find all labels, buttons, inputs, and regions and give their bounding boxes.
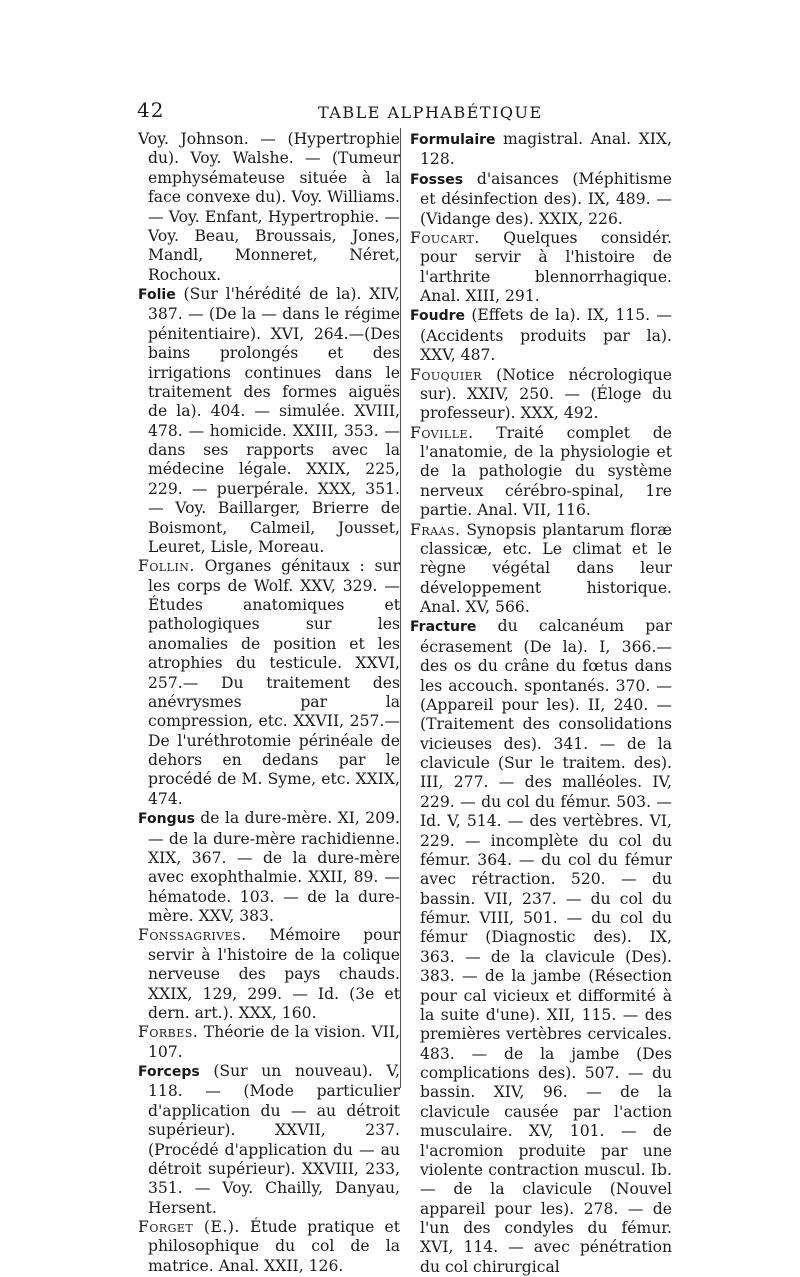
entry-heading: Folie	[138, 287, 176, 303]
entry-text: Voy. Johnson. — (Hypertrophie du). Voy. Walshe. — (Tumeur emphysémateuse située à la face convexe du). Voy. Williams. — Voy. Enfant, Hypertrophie. — Voy. Beau, Broussais, Jones, Mandl, Monneret, Néret, Rochoux.	[138, 130, 400, 284]
entry-heading: Fongus	[138, 811, 195, 828]
index-entry	[138, 557, 400, 809]
entry-text: (Effets de la). IX, 115. — (Accidents produits par la). XXV, 487.	[420, 306, 672, 365]
entry-text: d'aisances (Méphitisme et désinfection des). IX, 489. — (Vidange des). XXIX, 226.	[420, 169, 672, 228]
entry-text: Théorie de la vision. VII, 107.	[148, 1023, 400, 1061]
entry-text: Étude pratique et philosophique du col de la matrice. Anal. XXII, 126.	[148, 1218, 400, 1275]
page-number: 42	[137, 98, 165, 122]
entry-heading: Forbes.	[138, 1023, 199, 1042]
entry-heading: Fraas.	[410, 520, 461, 539]
column-rule	[400, 128, 401, 1088]
index-entry	[410, 424, 672, 521]
entry-heading: Fracture	[410, 619, 477, 636]
entry-text: Quelques considér. pour servir à l'histoire de l'arthrite blennorrhagique. Anal. XIII, 291.	[420, 228, 672, 305]
entry-text: Mémoire pour servir à l'histoire de la colique nerveuse des pays chauds. XXIX, 129, 299. — Id. (3e et dern. art.). XXX, 160.	[148, 926, 400, 1022]
index-entry	[138, 1023, 400, 1062]
entry-text: (Notice nécrologique sur). XXIV, 250. — (Éloge du professeur). XXX, 492.	[420, 365, 672, 423]
index-entry	[138, 1218, 400, 1276]
entry-heading: Follin.	[138, 557, 195, 576]
right-column	[410, 130, 672, 1277]
index-entry	[410, 229, 672, 307]
entry-text: Synopsis plantarum floræ classicæ, etc. Le climat et le règne végétal dans leur développement historique. Anal. XV, 566.	[420, 520, 672, 616]
entry-heading: Fouquier	[410, 365, 483, 384]
entry-text: (Sur un nouveau). V, 118. — (Mode particulier d'application du — au détroit supérieur). XXVII, 237. (Procédé d'application du — au détroit supérieur). XXVIII, 233, 351. — Voy. Chailly, Danyau, Hersent.	[148, 1062, 400, 1217]
index-entry	[138, 809, 400, 926]
entry-text: magistral. Anal. XIX, 128.	[420, 130, 672, 169]
entry-heading: Fosses	[410, 171, 464, 188]
index-entry	[138, 1062, 400, 1218]
entry-heading: Formulaire	[410, 132, 496, 148]
index-entry	[410, 170, 672, 229]
entry-heading: Fonssagrives.	[138, 926, 247, 945]
entry-text: du calcanéum par écrasement (De la). I, 366.—des os du crâne du fœtus dans les accouch. spontanés. 370. — (Appareil pour les). II, 240. — (Traitement des consolidations vicieuses des). 341. — de la clavicule (Sur le traitem. des). III, 277. — des malléoles. IV, 229. — du col du fémur. 503. — Id. V, 514. — des vertèbres. VI, 229. — incomplète du col du fémur. 364. — du col du fémur avec rétraction. 520. — du bassin. VII, 237. — du col du fémur. VIII, 501. — du col du fémur (Diagnostic des). IX, 363. — de la clavicule (Des). 383. — de la jambe (Résection pour cal vicieux et difformité à la suite d'une). XII, 115. — des premières vertèbres cervicales. 483. — de la jambe (Des complications des). 507. — du bassin. XIV, 96. — de la clavicule causée par l'action musculaire. XV, 101. — de l'acromion produite par une violente contraction muscul. Ib. — de la clavicule (Nouvel appareil pour les). 278. — de l'un des condyles du fémur. XVI, 114. — avec pénétration du col chirurgical	[420, 617, 672, 1276]
index-entry	[410, 130, 672, 170]
entry-text: Traité complet de l'anatomie, de la physiologie et de la pathologie du système nerveux cérébro-spinal, 1re partie. Anal. VII, 116.	[420, 423, 672, 520]
entry-text: Organes génitaux : sur les corps de Wolf. XXV, 329. — Études anatomiques et pathologiques sur les anomalies de position et les atrophies du testicule. XXVI, 257.— Du traitement des anévrysmes par la compression, etc. XXVII, 257.— De l'uréthrotomie périnéale de dehors en dedans par le procédé de M. Syme, etc. XXIX, 474.	[148, 557, 400, 808]
entry-heading: Foucart.	[410, 228, 480, 247]
index-entry	[410, 617, 672, 1277]
index-entry	[410, 306, 672, 365]
index-entry	[410, 366, 672, 424]
index-entry	[138, 285, 400, 557]
index-entry	[138, 130, 400, 285]
index-entry	[138, 926, 400, 1023]
entry-heading: Forget (E.).	[138, 1218, 240, 1236]
entry-heading: Foudre	[410, 308, 466, 325]
left-column	[138, 130, 400, 1276]
running-title: TABLE ALPHABÉTIQUE	[318, 103, 543, 122]
entry-text: de la dure-mère. XI, 209.— de la dure-mère rachidienne. XIX, 367. — de la dure-mère avec exophthalmie. XXII, 89. — hématode. 103. — de la dure-mère. XXV, 383.	[148, 809, 400, 925]
entry-heading: Foville.	[410, 423, 474, 442]
index-entry	[410, 521, 672, 618]
entry-heading: Forceps	[138, 1064, 200, 1080]
entry-text: (Sur l'hérédité de la). XIV, 387. — (De la — dans le régime pénitentiaire). XVI, 264.—(Des bains prolongés et des irrigations continues dans le traitement des formes aiguës de la). 404. — simulée. XVIII, 478. — homicide. XXIII, 353. — dans ses rapports avec la médecine légale. XXIX, 225, 229. — puerpérale. XXX, 351. — Voy. Baillarger, Brierre de Boismont, Calmeil, Jousset, Leuret, Lisle, Moreau.	[148, 285, 400, 556]
